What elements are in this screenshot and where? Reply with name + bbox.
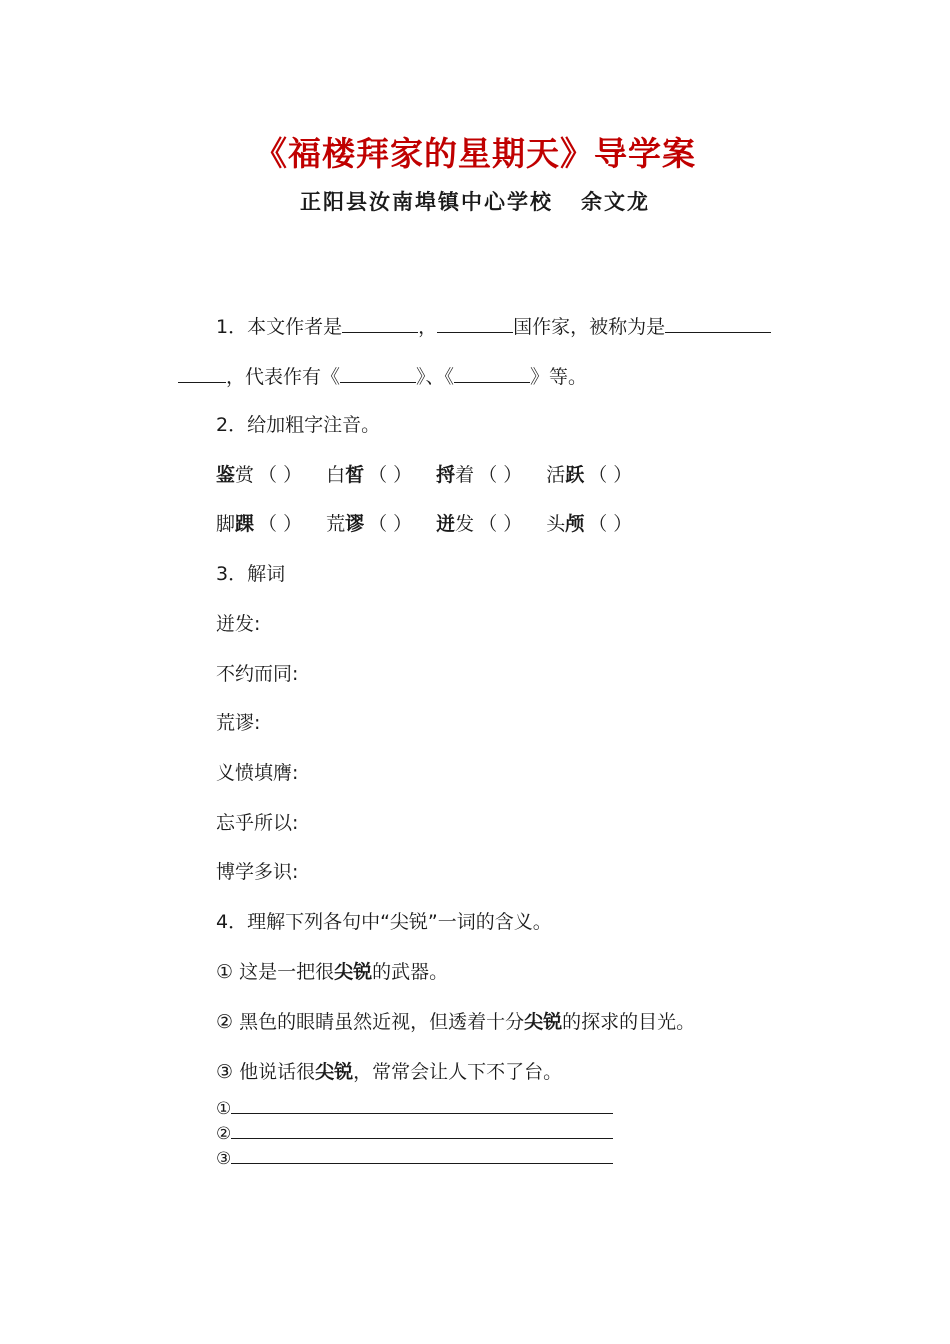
blank-author[interactable] (342, 312, 418, 333)
pinyin-item: 鉴赏 (216, 464, 255, 486)
pinyin-item: 头颅 (546, 513, 585, 535)
sentence-3: ③ 他说话很尖锐，常常会让人下不了台。 (216, 1061, 563, 1083)
term-definition: 迸发: (216, 613, 261, 635)
pinyin-answer[interactable]: （ ） (588, 464, 633, 486)
blank-nation[interactable] (437, 312, 513, 333)
answer-line-1: ① (216, 1097, 613, 1120)
author-line: 正阳县汝南埠镇中心学校 余文龙 (300, 189, 650, 214)
answer-line-3: ③ (216, 1147, 613, 1170)
pinyin-answer[interactable]: （ ） (258, 513, 303, 535)
term-definition: 博学多识: (216, 861, 299, 883)
question-1-line-2: ，代表作有《 》、《 》等。 (178, 362, 587, 390)
blank-title-cont[interactable] (178, 362, 226, 383)
question-3-heading: 3．解词 (216, 563, 286, 585)
pinyin-item: 脚踝 (216, 513, 255, 535)
pinyin-answer[interactable]: （ ） (478, 513, 523, 535)
term-definition: 不约而同: (216, 663, 299, 685)
pinyin-answer[interactable]: （ ） (588, 513, 633, 535)
term-definition: 义愤填膺: (216, 762, 299, 784)
pinyin-item: 迸发 (436, 513, 475, 535)
answer-blank[interactable] (231, 1097, 613, 1114)
answer-blank[interactable] (231, 1147, 613, 1164)
blank-title[interactable] (665, 312, 771, 333)
term-definition: 忘乎所以: (216, 812, 299, 834)
pinyin-row-2 (216, 511, 656, 537)
sentence-1: ① 这是一把很尖锐的武器。 (216, 961, 449, 983)
pinyin-answer[interactable]: （ ） (368, 513, 413, 535)
question-1-line-1: 1．本文作者是 ， 国作家，被称为是 (216, 312, 771, 340)
term-definition: 荒谬: (216, 712, 261, 734)
pinyin-answer[interactable]: （ ） (478, 464, 523, 486)
sentence-2: ② 黑色的眼睛虽然近视，但透着十分尖锐的探求的目光。 (216, 1011, 696, 1033)
pinyin-item: 活跃 (546, 464, 585, 486)
pinyin-item: 捋着 (436, 464, 475, 486)
pinyin-answer[interactable]: （ ） (368, 464, 413, 486)
question-4-heading: 4．理解下列各句中“尖锐”一词的含义。 (216, 911, 552, 933)
pinyin-item: 白皙 (326, 464, 365, 486)
answer-line-2: ② (216, 1122, 613, 1145)
question-2-heading: 2．给加粗字注音。 (216, 414, 381, 436)
blank-work-2[interactable] (454, 362, 530, 383)
blank-work-1[interactable] (340, 362, 416, 383)
page-title: 《福楼拜家的星期天》导学案 (254, 134, 696, 173)
pinyin-answer[interactable]: （ ） (258, 464, 303, 486)
answer-blank[interactable] (231, 1122, 613, 1139)
pinyin-item: 荒谬 (326, 513, 365, 535)
pinyin-row-1 (216, 462, 656, 488)
